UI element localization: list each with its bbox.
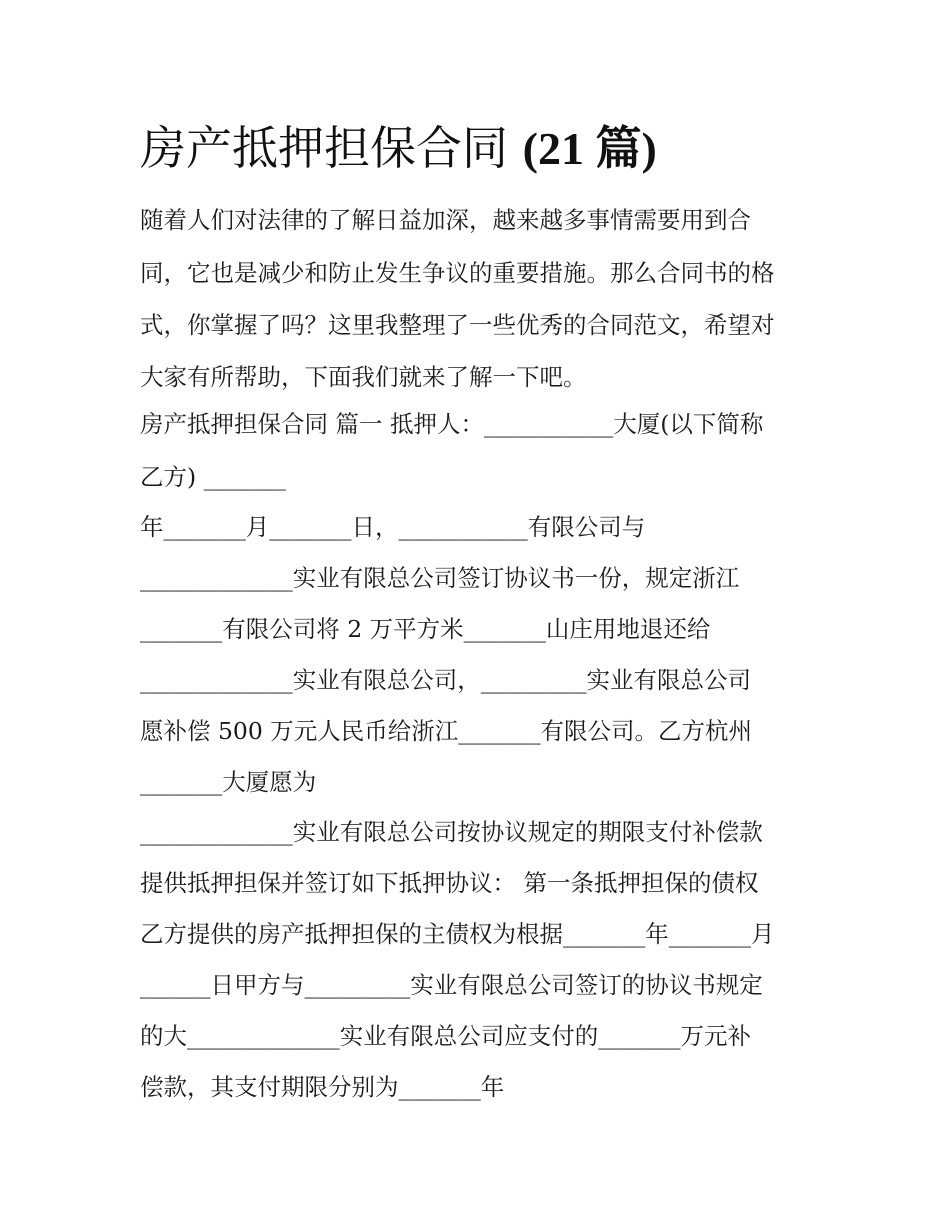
body-line: 大家有所帮助，下面我们就来了解一下吧。: [140, 363, 587, 391]
title-main: 房产抵押担保合同: [140, 121, 508, 175]
body-line: 提供抵押担保并签订如下抵押协议： 第一条抵押担保的债权: [140, 869, 759, 897]
body-line: _______有限公司将 2 万平方米_______山庄用地退还给: [140, 615, 711, 643]
body-line: 的大_____________实业有限总公司应支付的_______万元补: [140, 1022, 751, 1050]
body-line: 随着人们对法律的了解日益加深，越来越多事情需要用到合: [140, 206, 751, 234]
body-line: 乙方提供的房产抵押担保的主债权为根据_______年_______月: [140, 920, 775, 948]
title-suffix: (21 篇): [522, 123, 657, 174]
body-line: _______大厦愿为: [140, 768, 317, 796]
body-line: 偿款，其支付期限分别为_______年: [140, 1073, 505, 1101]
document-title: [140, 118, 657, 179]
body-line: 式，你掌握了吗？这里我整理了一些优秀的合同范文，希望对: [140, 311, 775, 339]
body-line: _____________实业有限总公司签订协议书一份，规定浙江: [140, 564, 740, 592]
body-line: _____________实业有限总公司，_________实业有限总公司: [140, 666, 751, 694]
body-line: 愿补偿 500 万元人民币给浙江_______有限公司。乙方杭州: [140, 717, 753, 745]
body-line: 房产抵押担保合同 篇一 抵押人：___________大厦(以下简称: [140, 410, 764, 438]
body-line: ______日甲方与_________实业有限总公司签订的协议书规定: [140, 971, 763, 999]
body-line: _____________实业有限总公司按协议规定的期限支付补偿款: [140, 818, 763, 846]
body-line: 同，它也是减少和防止发生争议的重要措施。那么合同书的格: [140, 259, 775, 287]
body-line: 乙方) _______: [140, 463, 286, 491]
body-line: 年_______月_______日，___________有限公司与: [140, 513, 646, 541]
